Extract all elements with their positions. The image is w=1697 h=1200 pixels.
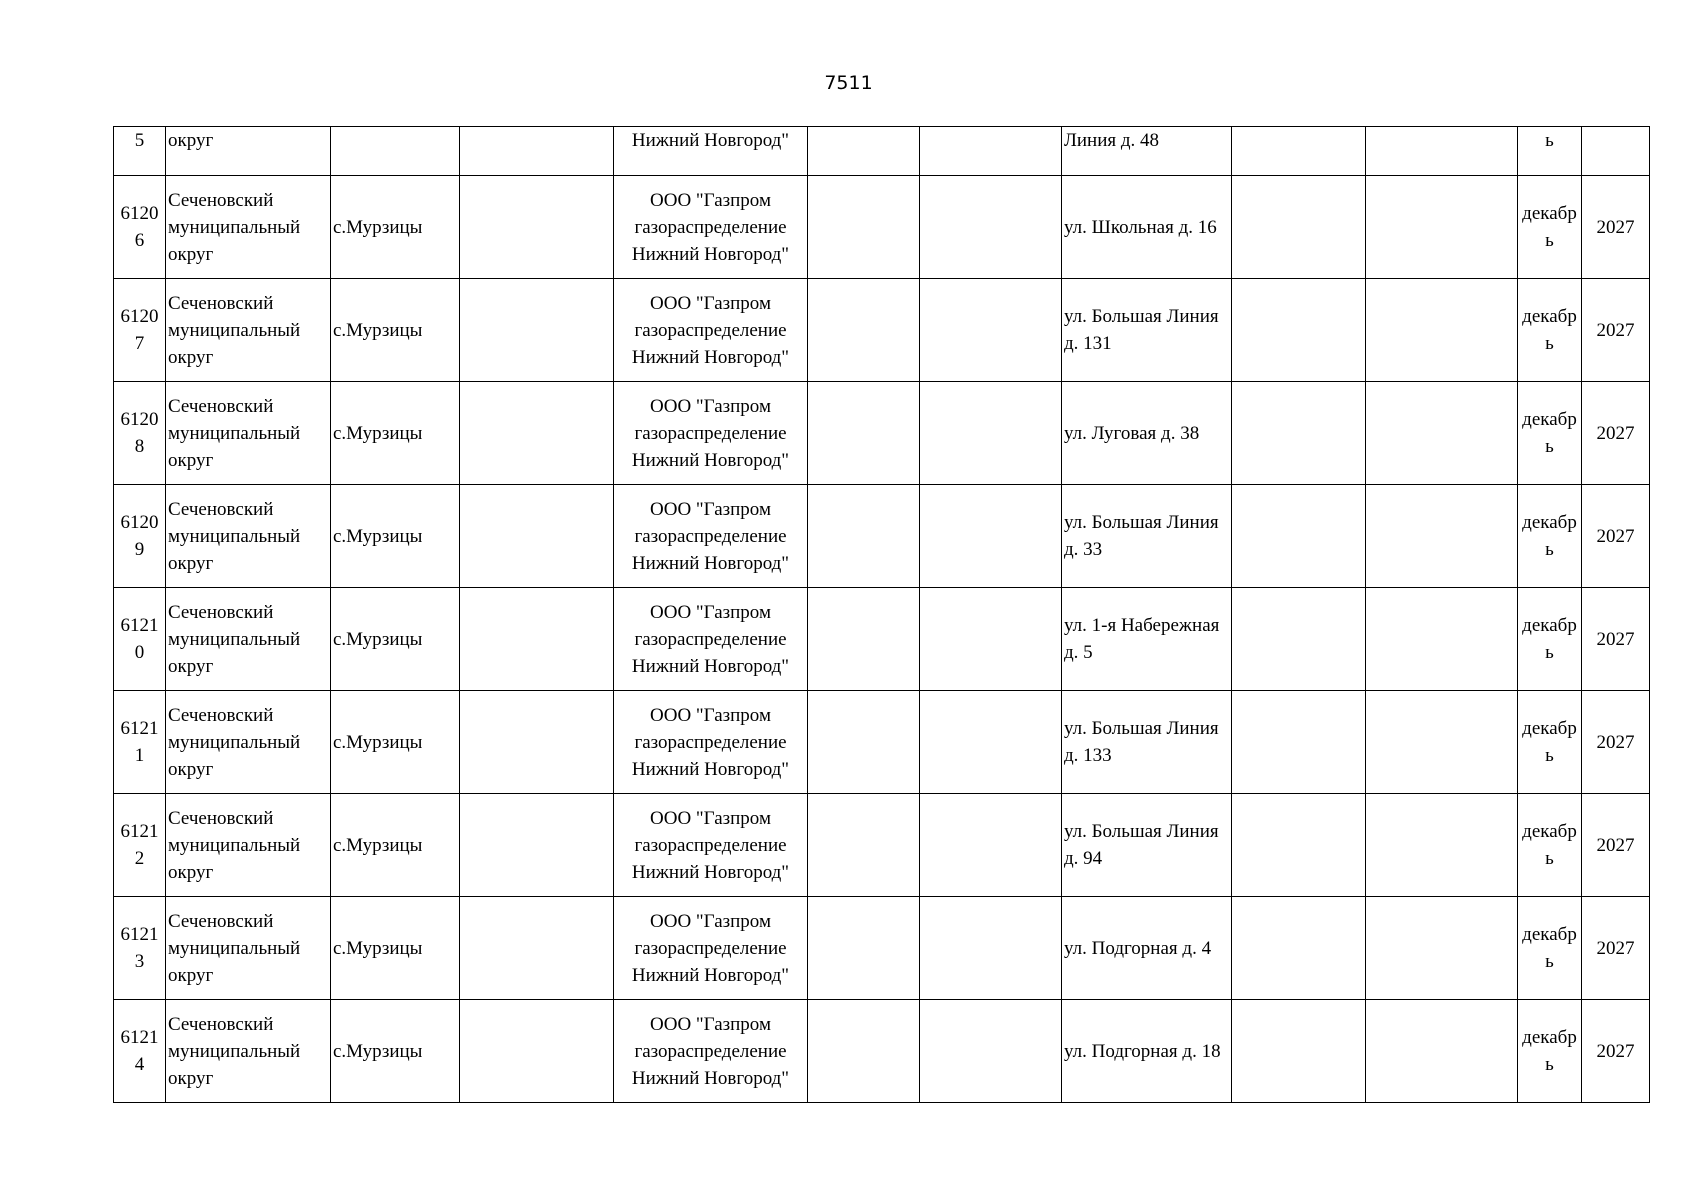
cell-empty (920, 691, 1062, 794)
cell-address: ул. Большая Линия д. 133 (1062, 691, 1232, 794)
cell-empty (808, 588, 920, 691)
cell-empty (808, 1000, 920, 1103)
cell-empty (808, 176, 920, 279)
table-row (114, 588, 1650, 691)
cell-empty (808, 485, 920, 588)
cell-district: Сеченовский муниципальный округ (166, 485, 331, 588)
cell-month: декабрь (1518, 588, 1582, 691)
cell-empty (808, 897, 920, 1000)
cell-empty (1366, 382, 1518, 485)
table-row (114, 382, 1650, 485)
cell-num: 61207 (114, 279, 166, 382)
cell-org: ООО "Газпром газораспределение Нижний Новгород" (614, 794, 808, 897)
cell-year: 2027 (1582, 382, 1650, 485)
cell-empty (1366, 588, 1518, 691)
cell-year: 2027 (1582, 691, 1650, 794)
cell-empty (920, 382, 1062, 485)
cell-address: ул. Подгорная д. 18 (1062, 1000, 1232, 1103)
page-number: 7511 (824, 72, 873, 94)
cell-empty (1232, 691, 1366, 794)
cell-district: Сеченовский муниципальный округ (166, 794, 331, 897)
table-row (114, 279, 1650, 382)
cell-num: 61214 (114, 1000, 166, 1103)
cell-district: Сеченовский муниципальный округ (166, 382, 331, 485)
cell-empty (460, 794, 614, 897)
table-row (114, 485, 1650, 588)
cell-empty (808, 382, 920, 485)
cell-empty (920, 897, 1062, 1000)
cell-year (1582, 127, 1650, 176)
cell-district: Сеченовский муниципальный округ (166, 691, 331, 794)
table-row (114, 176, 1650, 279)
cell-village: с.Мурзицы (331, 897, 460, 1000)
cell-year: 2027 (1582, 588, 1650, 691)
cell-year: 2027 (1582, 1000, 1650, 1103)
cell-month: ь (1518, 127, 1582, 176)
cell-village: с.Мурзицы (331, 691, 460, 794)
table-row (114, 1000, 1650, 1103)
cell-empty (920, 794, 1062, 897)
cell-month: декабрь (1518, 279, 1582, 382)
cell-address: ул. Большая Линия д. 33 (1062, 485, 1232, 588)
cell-org: ООО "Газпром газораспределение Нижний Новгород" (614, 897, 808, 1000)
cell-org: ООО "Газпром газораспределение Нижний Новгород" (614, 176, 808, 279)
cell-empty (808, 127, 920, 176)
cell-empty (460, 485, 614, 588)
cell-village: с.Мурзицы (331, 1000, 460, 1103)
cell-empty (920, 588, 1062, 691)
cell-year: 2027 (1582, 794, 1650, 897)
cell-empty (1232, 794, 1366, 897)
cell-num: 61211 (114, 691, 166, 794)
cell-month: декабрь (1518, 176, 1582, 279)
cell-org: ООО "Газпром газораспределение Нижний Новгород" (614, 588, 808, 691)
cell-district: Сеченовский муниципальный округ (166, 279, 331, 382)
cell-org: ООО "Газпром газораспределение Нижний Новгород" (614, 485, 808, 588)
cell-empty (460, 279, 614, 382)
cell-org: ООО "Газпром газораспределение Нижний Новгород" (614, 691, 808, 794)
cell-village (331, 127, 460, 176)
cell-empty (1366, 794, 1518, 897)
cell-village: с.Мурзицы (331, 176, 460, 279)
cell-empty (460, 176, 614, 279)
cell-address: ул. Луговая д. 38 (1062, 382, 1232, 485)
cell-empty (1232, 176, 1366, 279)
cell-village: с.Мурзицы (331, 279, 460, 382)
cell-empty (460, 382, 614, 485)
cell-district: Сеченовский муниципальный округ (166, 588, 331, 691)
cell-num: 61212 (114, 794, 166, 897)
cell-org: ООО "Газпром газораспределение Нижний Новгород" (614, 382, 808, 485)
cell-empty (1232, 382, 1366, 485)
cell-empty (1232, 279, 1366, 382)
cell-empty (920, 176, 1062, 279)
cell-empty (1366, 279, 1518, 382)
cell-district: Сеченовский муниципальный округ (166, 176, 331, 279)
cell-empty (460, 897, 614, 1000)
cell-empty (920, 127, 1062, 176)
cell-empty (460, 1000, 614, 1103)
table-row-continued (114, 127, 1650, 176)
cell-empty (808, 279, 920, 382)
cell-year: 2027 (1582, 176, 1650, 279)
cell-village: с.Мурзицы (331, 382, 460, 485)
cell-address: ул. 1-я Набережная д. 5 (1062, 588, 1232, 691)
cell-org: Нижний Новгород" (614, 127, 808, 176)
cell-empty (460, 127, 614, 176)
cell-year: 2027 (1582, 897, 1650, 1000)
cell-village: с.Мурзицы (331, 485, 460, 588)
table-row (114, 794, 1650, 897)
cell-village: с.Мурзицы (331, 794, 460, 897)
cell-month: декабрь (1518, 691, 1582, 794)
cell-num: 61206 (114, 176, 166, 279)
cell-empty (460, 691, 614, 794)
cell-address: ул. Большая Линия д. 94 (1062, 794, 1232, 897)
cell-empty (808, 794, 920, 897)
table-body (114, 127, 1650, 1103)
cell-empty (1366, 176, 1518, 279)
cell-village: с.Мурзицы (331, 588, 460, 691)
cell-month: декабрь (1518, 897, 1582, 1000)
cell-month: декабрь (1518, 794, 1582, 897)
cell-num: 61208 (114, 382, 166, 485)
cell-org: ООО "Газпром газораспределение Нижний Новгород" (614, 279, 808, 382)
cell-district: округ (166, 127, 331, 176)
cell-empty (1232, 897, 1366, 1000)
cell-empty (1232, 1000, 1366, 1103)
cell-empty (1366, 1000, 1518, 1103)
cell-empty (1366, 897, 1518, 1000)
table-row (114, 691, 1650, 794)
cell-empty (1232, 485, 1366, 588)
cell-empty (808, 691, 920, 794)
cell-empty (460, 588, 614, 691)
cell-org: ООО "Газпром газораспределение Нижний Новгород" (614, 1000, 808, 1103)
cell-district: Сеченовский муниципальный округ (166, 1000, 331, 1103)
cell-address: ул. Школьная д. 16 (1062, 176, 1232, 279)
cell-empty (1366, 485, 1518, 588)
cell-num: 61209 (114, 485, 166, 588)
cell-num: 5 (114, 127, 166, 176)
cell-empty (920, 485, 1062, 588)
cell-empty (920, 1000, 1062, 1103)
cell-address: ул. Большая Линия д. 131 (1062, 279, 1232, 382)
cell-num: 61210 (114, 588, 166, 691)
cell-district: Сеченовский муниципальный округ (166, 897, 331, 1000)
cell-num: 61213 (114, 897, 166, 1000)
cell-empty (1232, 127, 1366, 176)
cell-year: 2027 (1582, 279, 1650, 382)
cell-month: декабрь (1518, 382, 1582, 485)
cell-address: Линия д. 48 (1062, 127, 1232, 176)
cell-empty (1366, 691, 1518, 794)
cell-month: декабрь (1518, 1000, 1582, 1103)
cell-empty (1232, 588, 1366, 691)
cell-month: декабрь (1518, 485, 1582, 588)
data-table (113, 126, 1650, 1103)
cell-year: 2027 (1582, 485, 1650, 588)
cell-empty (920, 279, 1062, 382)
cell-address: ул. Подгорная д. 4 (1062, 897, 1232, 1000)
table-row (114, 897, 1650, 1000)
cell-empty (1366, 127, 1518, 176)
